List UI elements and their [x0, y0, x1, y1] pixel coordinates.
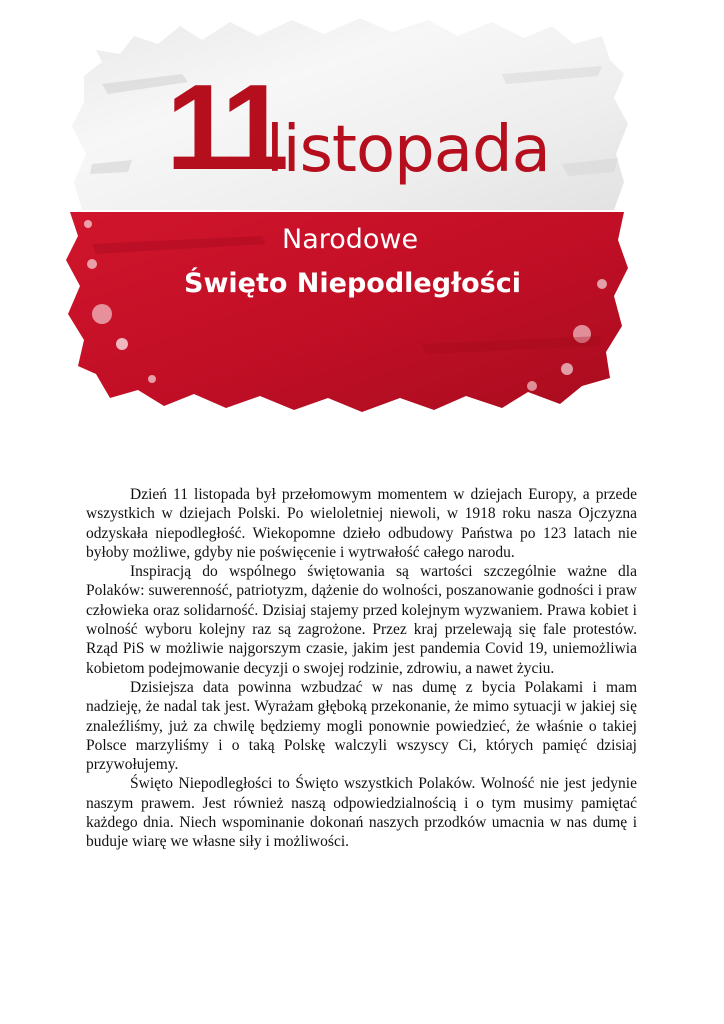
- banner-subtitle-line2: Święto Niepodległości: [184, 268, 521, 299]
- banner-title-number: 11: [166, 59, 283, 195]
- independence-day-banner: [62, 14, 632, 414]
- banner-title-word: listopada: [266, 113, 550, 187]
- article-paragraph-4: Święto Niepodległości to Święto wszystkich Polaków. Wolność nie jest jedynie naszym prawem. Jest również naszą odpowiedzialnością i o tym musimy pamiętać każdego dnia. Niech wspominanie dokonań naszych przodków umacnia w nas dumę i buduje wiarę we własne siły i możliwości.: [86, 775, 637, 851]
- article-paragraph-3: Dzisiejsza data powinna wzbudzać w nas dumę z bycia Polakami i mam nadzieję, że nadal tak jest. Wyrażam głęboką przekonanie, że mimo sytuacji w jakiej się znaleźliśmy, już za chwilę będziemy mogli ponownie powiedzieć, że właśnie o takiej Polsce marzyliśmy i o taką Polskę walczyli wszyscy Ci, których pamięć dzisiaj przywołujemy.: [86, 678, 637, 774]
- polish-flag-grunge-graphic: [62, 14, 632, 414]
- banner-subtitle-line1: Narodowe: [282, 224, 419, 255]
- article-paragraph-1: Dzień 11 listopada był przełomowym momentem w dziejach Europy, a przede wszystkich w dziejach Polski. Po wieloletniej niewoli, w 1918 roku nasza Ojczyzna odzyskała niepodległość. Wiekopomne dzieło odbudowy Państwa po 123 latach nie byłoby możliwe, gdyby nie poświęcenie i wytrwałość całego narodu.: [86, 486, 637, 561]
- article-body: [86, 485, 637, 852]
- article-paragraph-2: Inspiracją do wspólnego świętowania są wartości szczególnie ważne dla Polaków: suwerenność, patriotyzm, dążenie do wolności, poszanowanie godności i praw człowieka oraz solidarność. Dzisiaj stajemy przed kolejnym wyzwaniem. Prawa kobiet i wolność wyboru kolejny raz są zagrożone. Przez kraj przelewają się fale protestów. Rząd PiS w możliwie najgorszym czasie, jakim jest pandemia Covid 19, uniemożliwia kobietom podejmowanie decyzji o swojej rodzinie, zdrowiu, a nawet życiu.: [86, 563, 637, 677]
